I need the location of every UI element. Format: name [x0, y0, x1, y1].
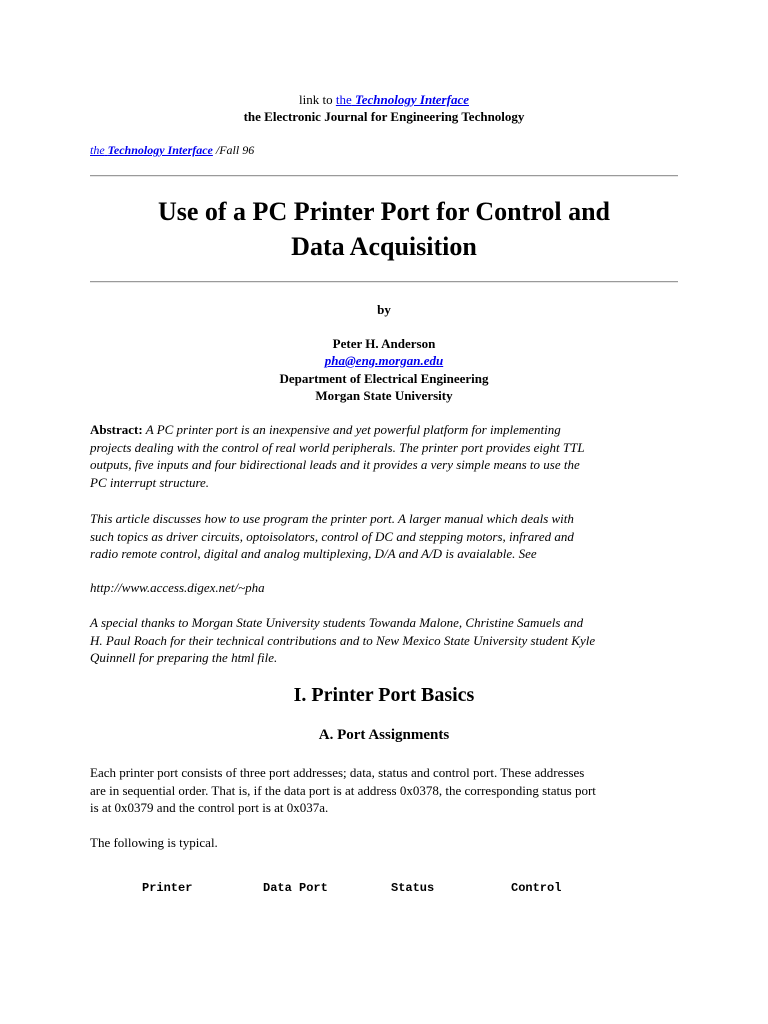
- discussion-line-2: such topics as driver circuits, optoisolators, control of DC and stepping motors, infrared and: [90, 528, 574, 544]
- col-control: Control: [511, 881, 562, 895]
- abstract-line-1: [90, 421, 678, 439]
- author-email-line: [90, 353, 678, 369]
- port-line-2: are in sequential order. That is, if the data port is at address 0x0378, the corresponding status port: [90, 782, 596, 798]
- discussion-line-3: radio remote control, digital and analog multiplexing, D/A and A/D is avaialable. See: [90, 546, 537, 561]
- col-data-port: Data Port: [263, 881, 328, 895]
- byline: by: [377, 302, 391, 317]
- thanks-line-2: H. Paul Roach for their technical contributions and to New Mexico State University student Kyle: [90, 632, 596, 648]
- discussion-line-1: This article discusses how to use program the printer port. A larger manual which deals with: [90, 511, 574, 526]
- author-name: Peter H. Anderson: [332, 336, 436, 351]
- horizontal-rule-bottom: [90, 281, 678, 283]
- port-line-1: Each printer port consists of three port addresses; data, status and control port. These addresses: [90, 765, 585, 780]
- discussion-paragraph: [90, 510, 678, 563]
- port-line-3: is at 0x0379 and the control port is at 0x037a.: [90, 800, 329, 815]
- thanks-line-1: A special thanks to Morgan State University students Towanda Malone, Christine Samuels and: [90, 615, 584, 630]
- issue-name-text: Technology Interface: [107, 143, 213, 157]
- port-assignments-paragraph: [90, 764, 678, 817]
- issue-suffix: /Fall 96: [212, 143, 255, 157]
- department: Department of Electrical Engineering: [279, 371, 489, 386]
- col-status: Status: [391, 881, 435, 895]
- abstract-label: Abstract:: [90, 422, 143, 437]
- link-the-text: the: [335, 92, 352, 107]
- thanks-paragraph: [90, 614, 678, 667]
- technology-interface-link[interactable]: [336, 92, 469, 107]
- thanks-line-3: Quinnell for preparing the html file.: [90, 650, 278, 665]
- journal-subtitle: the Electronic Journal for Engineering Technology: [243, 109, 525, 124]
- abstract-line-1-text: A PC printer port is an inexpensive and yet powerful platform for implementing: [142, 422, 561, 437]
- url-line: http://www.access.digex.net/~pha: [90, 580, 265, 595]
- abstract-paragraph: [90, 421, 678, 491]
- journal-link-line: [90, 92, 678, 108]
- issue-journal-link[interactable]: [90, 143, 213, 157]
- article-title: [90, 194, 678, 264]
- title-line-1: Use of a PC Printer Port for Control and: [157, 197, 611, 226]
- link-prefix: link to: [299, 92, 336, 107]
- title-line-2: Data Acquisition: [291, 232, 477, 261]
- university: Morgan State University: [315, 388, 453, 403]
- subsection-heading: A. Port Assignments: [318, 727, 450, 743]
- abstract-line-3: outputs, five inputs and four bidirectional leads and it provides a very simple means to use the: [90, 457, 580, 472]
- port-table-header: [90, 881, 678, 897]
- link-name-text: Technology Interface: [355, 92, 469, 107]
- issue-the-text: the: [90, 143, 105, 157]
- abstract-line-2: projects dealing with the control of real world peripherals. The printer port provides eight TTL: [90, 439, 585, 455]
- col-printer: Printer: [142, 881, 193, 895]
- issue-line: [90, 143, 254, 158]
- horizontal-rule-top: [90, 175, 678, 177]
- author-email-link[interactable]: pha@eng.morgan.edu: [324, 353, 444, 368]
- typical-line: The following is typical.: [90, 835, 218, 850]
- abstract-line-4: PC interrupt structure.: [90, 474, 210, 490]
- section-heading: I. Printer Port Basics: [293, 684, 475, 706]
